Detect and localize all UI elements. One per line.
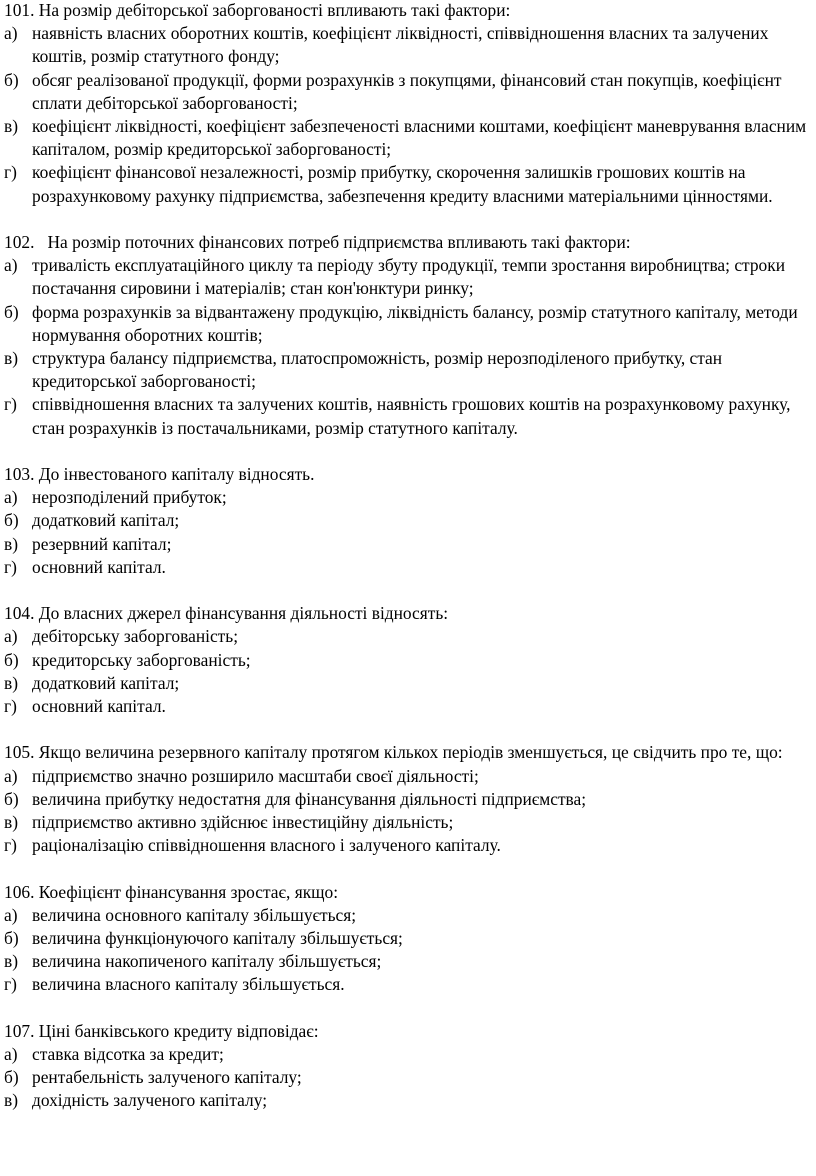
option-letter: а) <box>4 626 18 647</box>
answer-option-v <box>4 347 812 393</box>
answer-option-b <box>4 509 812 532</box>
option-letter: а) <box>4 765 18 786</box>
answer-option-a <box>4 22 812 68</box>
option-letter: а) <box>4 1044 18 1065</box>
option-letter: б) <box>4 788 19 809</box>
answer-option-a <box>4 765 812 788</box>
option-text: ставка відсотка за кредит; <box>32 1044 224 1065</box>
option-text: підприємство значно розширило масштаби своєї діяльності; <box>32 765 479 786</box>
question-text: 107. Ціні банківського кредиту відповідає: <box>4 1020 319 1041</box>
question-104 <box>4 602 812 718</box>
option-letter: г) <box>4 394 17 415</box>
answer-option-a <box>4 254 812 300</box>
answer-option-b <box>4 788 812 811</box>
answer-option-v <box>4 811 812 834</box>
option-text: форма розрахунків за відвантажену продукцію, ліквідність балансу, розмір статутного капіталу, методи нормування оборотних коштів; <box>32 301 798 345</box>
option-letter: в) <box>4 116 19 137</box>
option-letter: в) <box>4 348 19 369</box>
answer-option-g <box>4 695 812 718</box>
option-letter: г) <box>4 556 17 577</box>
option-text: додатковий капітал; <box>32 510 180 531</box>
answer-option-v <box>4 115 812 161</box>
option-text: нерозподілений прибуток; <box>32 487 227 508</box>
question-103 <box>4 463 812 579</box>
answer-option-g <box>4 393 812 439</box>
option-text: раціоналізацію співвідношення власного і залученого капіталу. <box>32 835 501 856</box>
option-text: величина прибутку недостатня для фінансування діяльності підприємства; <box>32 788 587 809</box>
option-letter: г) <box>4 696 17 717</box>
answer-option-a <box>4 625 812 648</box>
option-text: величина накопиченого капіталу збільшується; <box>32 951 382 972</box>
answer-option-a <box>4 1043 812 1066</box>
question-106 <box>4 881 812 997</box>
option-text: коефіцієнт фінансової незалежності, розмір прибутку, скорочення залишків грошових коштів на розрахунковому рахунку підприємства, забезпечення кредиту власними матеріальними цінностями. <box>32 162 773 206</box>
option-text: співвідношення власних та залучених коштів, наявність грошових коштів на розрахунковому рахунку, стан розрахунків із постачальниками, розмір статутного капіталу. <box>32 394 791 438</box>
answer-option-g <box>4 973 812 996</box>
option-text: кредиторську заборгованість; <box>32 649 251 670</box>
option-letter: а) <box>4 255 18 276</box>
answer-option-g <box>4 161 812 207</box>
option-letter: в) <box>4 533 19 554</box>
option-text: структура балансу підприємства, платоспроможність, розмір нерозподіленого прибутку, стан кредиторської заборгованості; <box>32 348 723 392</box>
option-letter: б) <box>4 649 19 670</box>
option-letter: г) <box>4 835 17 856</box>
option-letter: в) <box>4 812 19 833</box>
answer-option-b <box>4 301 812 347</box>
option-text: додатковий капітал; <box>32 672 180 693</box>
option-text: рентабельність залученого капіталу; <box>32 1067 302 1088</box>
option-text: обсяг реалізованої продукції, форми розрахунків з покупцями, фінансовий стан покупців, коефіцієнт сплати дебіторської заборгованості; <box>32 69 782 113</box>
option-letter: г) <box>4 974 17 995</box>
option-text: резервний капітал; <box>32 533 172 554</box>
option-text: тривалість експлуатаційного циклу та періоду збуту продукції, темпи зростання виробництва; строки постачання сировини і матеріалів; стан кон'юнктури ринку; <box>32 255 786 299</box>
option-text: основний капітал. <box>32 556 166 577</box>
question-text: 104. До власних джерел фінансування діяльності відносять: <box>4 603 449 624</box>
option-letter: в) <box>4 672 19 693</box>
question-105 <box>4 741 812 857</box>
option-letter: а) <box>4 904 18 925</box>
option-letter: б) <box>4 301 19 322</box>
option-letter: б) <box>4 928 19 949</box>
document-page <box>4 0 812 1136</box>
option-text: наявність власних оборотних коштів, коефіцієнт ліквідності, співвідношення власних та залучених коштів, розмір статутного фонду; <box>32 23 769 67</box>
option-text: коефіцієнт ліквідності, коефіцієнт забезпеченості власними коштами, коефіцієнт маневрування власним капіталом, розмір кредиторської заборгованості; <box>32 116 807 160</box>
question-text: 102. На розмір поточних фінансових потреб підприємства впливають такі фактори: <box>4 232 631 253</box>
answer-option-b <box>4 927 812 950</box>
option-letter: в) <box>4 1090 19 1111</box>
answer-option-g <box>4 556 812 579</box>
option-letter: а) <box>4 23 18 44</box>
option-letter: г) <box>4 162 17 183</box>
answer-option-v <box>4 1089 812 1112</box>
option-text: дохідність залученого капіталу; <box>32 1090 268 1111</box>
answer-option-v <box>4 533 812 556</box>
question-text: 101. На розмір дебіторської заборгованості впливають такі фактори: <box>4 0 511 20</box>
answer-option-b <box>4 1066 812 1089</box>
answer-option-v <box>4 672 812 695</box>
option-text: основний капітал. <box>32 696 166 717</box>
option-letter: б) <box>4 1067 19 1088</box>
option-text: величина функціонуючого капіталу збільшується; <box>32 928 403 949</box>
answer-option-v <box>4 950 812 973</box>
question-102 <box>4 231 812 440</box>
answer-option-a <box>4 486 812 509</box>
answer-option-a <box>4 904 812 927</box>
answer-option-g <box>4 834 812 857</box>
option-text: величина власного капіталу збільшується. <box>32 974 345 995</box>
question-107 <box>4 1020 812 1113</box>
option-letter: а) <box>4 487 18 508</box>
option-letter: в) <box>4 951 19 972</box>
option-text: величина основного капіталу збільшується; <box>32 904 357 925</box>
question-text: 105. Якщо величина резервного капіталу протягом кількох періодів зменшується, це свідчить про те, що: <box>4 742 783 763</box>
question-101 <box>4 0 812 208</box>
option-text: дебіторську заборгованість; <box>32 626 239 647</box>
option-letter: б) <box>4 69 19 90</box>
question-text: 106. Коефіцієнт фінансування зростає, якщо: <box>4 881 339 902</box>
option-text: підприємство активно здійснює інвестиційну діяльність; <box>32 812 454 833</box>
answer-option-b <box>4 649 812 672</box>
option-letter: б) <box>4 510 19 531</box>
question-text: 103. До інвестованого капіталу відносять. <box>4 464 315 485</box>
answer-option-b <box>4 69 812 115</box>
